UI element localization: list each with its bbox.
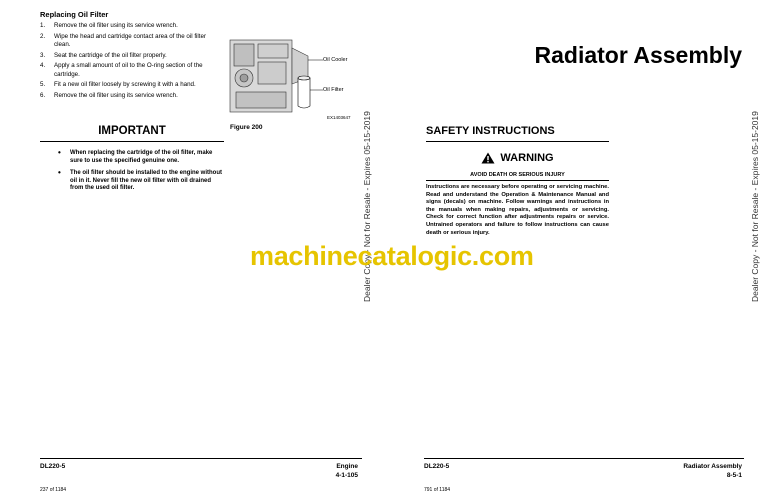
list-item (56, 150, 224, 165)
footer-page-ref: 8-5-1 (726, 472, 742, 479)
engine-oil-filter-figure (228, 38, 356, 118)
important-heading: IMPORTANT (40, 125, 224, 142)
dealer-copy-note: Dealer Copy - Not for Resale - Expires 05-15-2019 (362, 111, 372, 302)
step-number: 2. (40, 32, 46, 40)
dealer-copy-note: Dealer Copy - Not for Resale - Expires 05-15-2019 (750, 111, 760, 302)
step-number: 1. (40, 22, 46, 29)
list-item (40, 33, 220, 49)
important-text: The oil filter should be installed to the engine without oil in it. Never fill the new oil filter with oil drained from the used oil filter. (70, 170, 223, 192)
step-number: 4. (40, 62, 46, 70)
step-text: Remove the oil filter using its service wrench. (54, 22, 178, 29)
warning-banner (426, 152, 609, 164)
footer-section: Engine (336, 463, 358, 470)
list-item (40, 92, 220, 100)
figure-caption: Figure 200 (230, 124, 263, 131)
avoid-death-text: AVOID DEATH OR SERIOUS INJURY (426, 172, 609, 181)
page-count: 237 of 1184 (40, 487, 67, 493)
page-count: 791 of 1184 (424, 487, 451, 493)
step-text: Remove the oil filter using its service wrench. (54, 91, 178, 99)
page-title: Radiator Assembly (534, 42, 742, 68)
callout-oil-cooler: Oil Cooler (323, 57, 348, 63)
safety-body-text: Instructions are necessary before operating or servicing machine. Read and understand the Operation & Maintenance Manual and signs (decals) on machine. Follow warnings and instructions in the manuals when making repairs, adjustments or servicing. Check for correct function after adjustments repairs or service. Untrained operators and failure to follow instructions can cause death or serious injury. (426, 184, 609, 236)
important-list (56, 150, 224, 198)
step-text: Seat the cartridge of the oil filter properly. (54, 51, 167, 59)
step-number: 6. (40, 91, 46, 99)
bullet-icon: • (58, 168, 61, 178)
bullet-icon: • (58, 148, 61, 157)
step-text: Apply a small amount of oil to the O-ring section of the cartridge. (54, 62, 203, 78)
steps-list (40, 22, 220, 103)
callout-oil-filter: Oil Filter (323, 87, 344, 93)
step-number: 5. (40, 81, 46, 89)
warning-label: WARNING (500, 152, 554, 164)
section-title: Replacing Oil Filter (40, 10, 109, 19)
step-text: Fit a new oil filter loosely by screwing it with a hand. (54, 81, 196, 89)
warning-triangle-icon (481, 152, 495, 164)
footer-divider (40, 458, 362, 459)
footer-section: Radiator Assembly (683, 463, 742, 470)
list-item (40, 52, 220, 60)
list-item (40, 62, 220, 78)
footer-model: DL220-5 (424, 463, 450, 470)
list-item (56, 170, 224, 193)
footer-page-ref: 4-1-105 (335, 472, 358, 479)
step-number: 3. (40, 51, 46, 59)
figure-code: EX1403647 (327, 115, 351, 120)
footer-divider (424, 458, 744, 459)
watermark: machinecatalogic.com (250, 241, 534, 271)
step-text: Wipe the head and cartridge contact area of the oil filter clean. (54, 32, 207, 48)
safety-heading: SAFETY INSTRUCTIONS (426, 125, 609, 142)
list-item (40, 81, 220, 89)
footer-model: DL220-5 (40, 463, 66, 470)
list-item (40, 22, 220, 30)
important-text: When replacing the cartridge of the oil filter, make sure to use the specified genuine one. (70, 150, 213, 164)
